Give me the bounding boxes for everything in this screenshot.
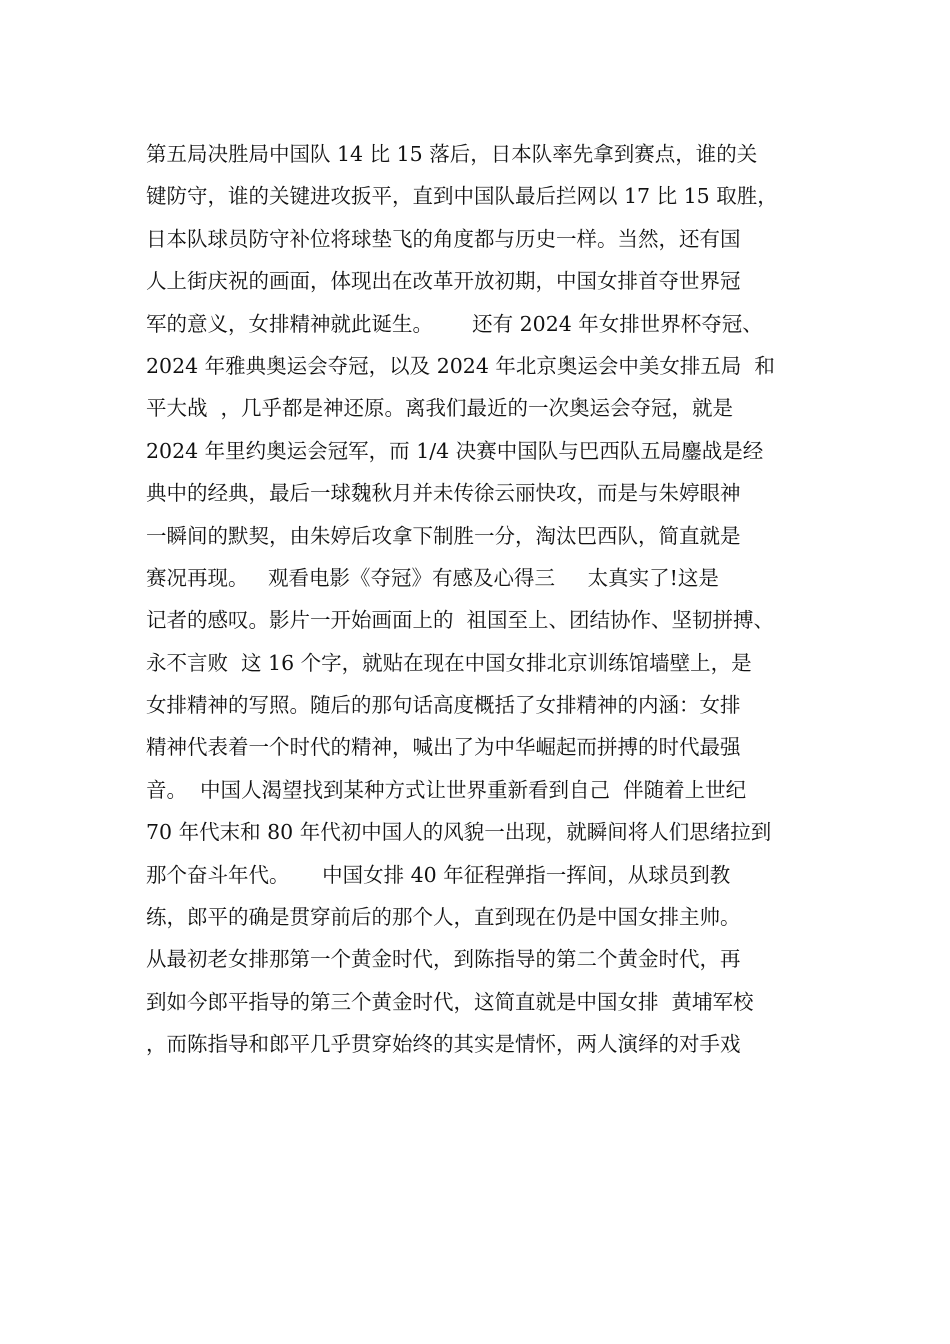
- text-line-5: 军的意义，女排精神就此诞生。 还有 2024 年女排世界杯夺冠、: [146, 311, 763, 336]
- text-line-9: 典中的经典，最后一球魏秋月并未传徐云丽快攻，而是与朱婷眼神: [146, 481, 741, 506]
- text-line-3: 日本队球员防守补位将球垫飞的角度都与历史一样。当然，还有国: [146, 226, 741, 251]
- text-line-10: 一瞬间的默契，由朱婷后攻拿下制胜一分，淘汰巴西队，简直就是: [146, 523, 741, 548]
- text-line-12: 记者的感叹。影片一开始画面上的 祖国至上、团结协作、坚韧拼搏、: [146, 608, 775, 633]
- text-line-8: 2024 年里约奥运会冠军，而 1/4 决赛中国队与巴西队五局鏖战是经: [146, 438, 764, 463]
- text-line-14: 女排精神的写照。随后的那句话高度概括了女排精神的内涵：女排: [146, 693, 741, 718]
- text-line-4: 人上街庆祝的画面，体现出在改革开放初期，中国女排首夺世界冠: [146, 269, 741, 294]
- text-line-15: 精神代表着一个时代的精神，喊出了为中华崛起而拼搏的时代最强: [146, 735, 741, 760]
- text-line-21: 到如今郎平指导的第三个黄金时代，这简直就是中国女排 黄埔军校: [146, 989, 754, 1014]
- text-line-20: 从最初老女排那第一个黄金时代，到陈指导的第二个黄金时代，再: [146, 947, 741, 972]
- text-line-16: 音。 中国人渴望找到某种方式让世界重新看到自己 伴随着上世纪: [146, 777, 747, 802]
- text-line-17: 70 年代末和 80 年代初中国人的风貌一出现，就瞬间将人们思绪拉到: [146, 820, 772, 845]
- text-line-7: 平大战 ，几乎都是神还原。离我们最近的一次奥运会夺冠，就是: [146, 396, 734, 421]
- text-line-22: ，而陈指导和郎平几乎贯穿始终的其实是情怀，两人演绎的对手戏: [146, 1032, 741, 1057]
- text-line-2: 键防守，谁的关键进攻扳平，直到中国队最后拦网以 17 比 15 取胜，: [146, 184, 778, 209]
- body-text: [146, 133, 846, 1066]
- text-line-11: 赛况再现。 观看电影《夺冠》有感及心得三 太真实了!这是: [146, 565, 719, 590]
- text-line-13: 永不言败 这 16 个字，就贴在现在中国女排北京训练馆墙壁上，是: [146, 650, 752, 675]
- text-line-19: 练，郎平的确是贯穿前后的那个人，直到现在仍是中国女排主帅。: [146, 905, 741, 930]
- text-line-1: 第五局决胜局中国队 14 比 15 落后，日本队率先拿到赛点，谁的关: [146, 142, 758, 166]
- text-line-6: 2024 年雅典奥运会夺冠，以及 2024 年北京奥运会中美女排五局 和: [146, 353, 775, 378]
- text-line-18: 那个奋斗年代。 中国女排 40 年征程弹指一挥间，从球员到教: [146, 862, 731, 887]
